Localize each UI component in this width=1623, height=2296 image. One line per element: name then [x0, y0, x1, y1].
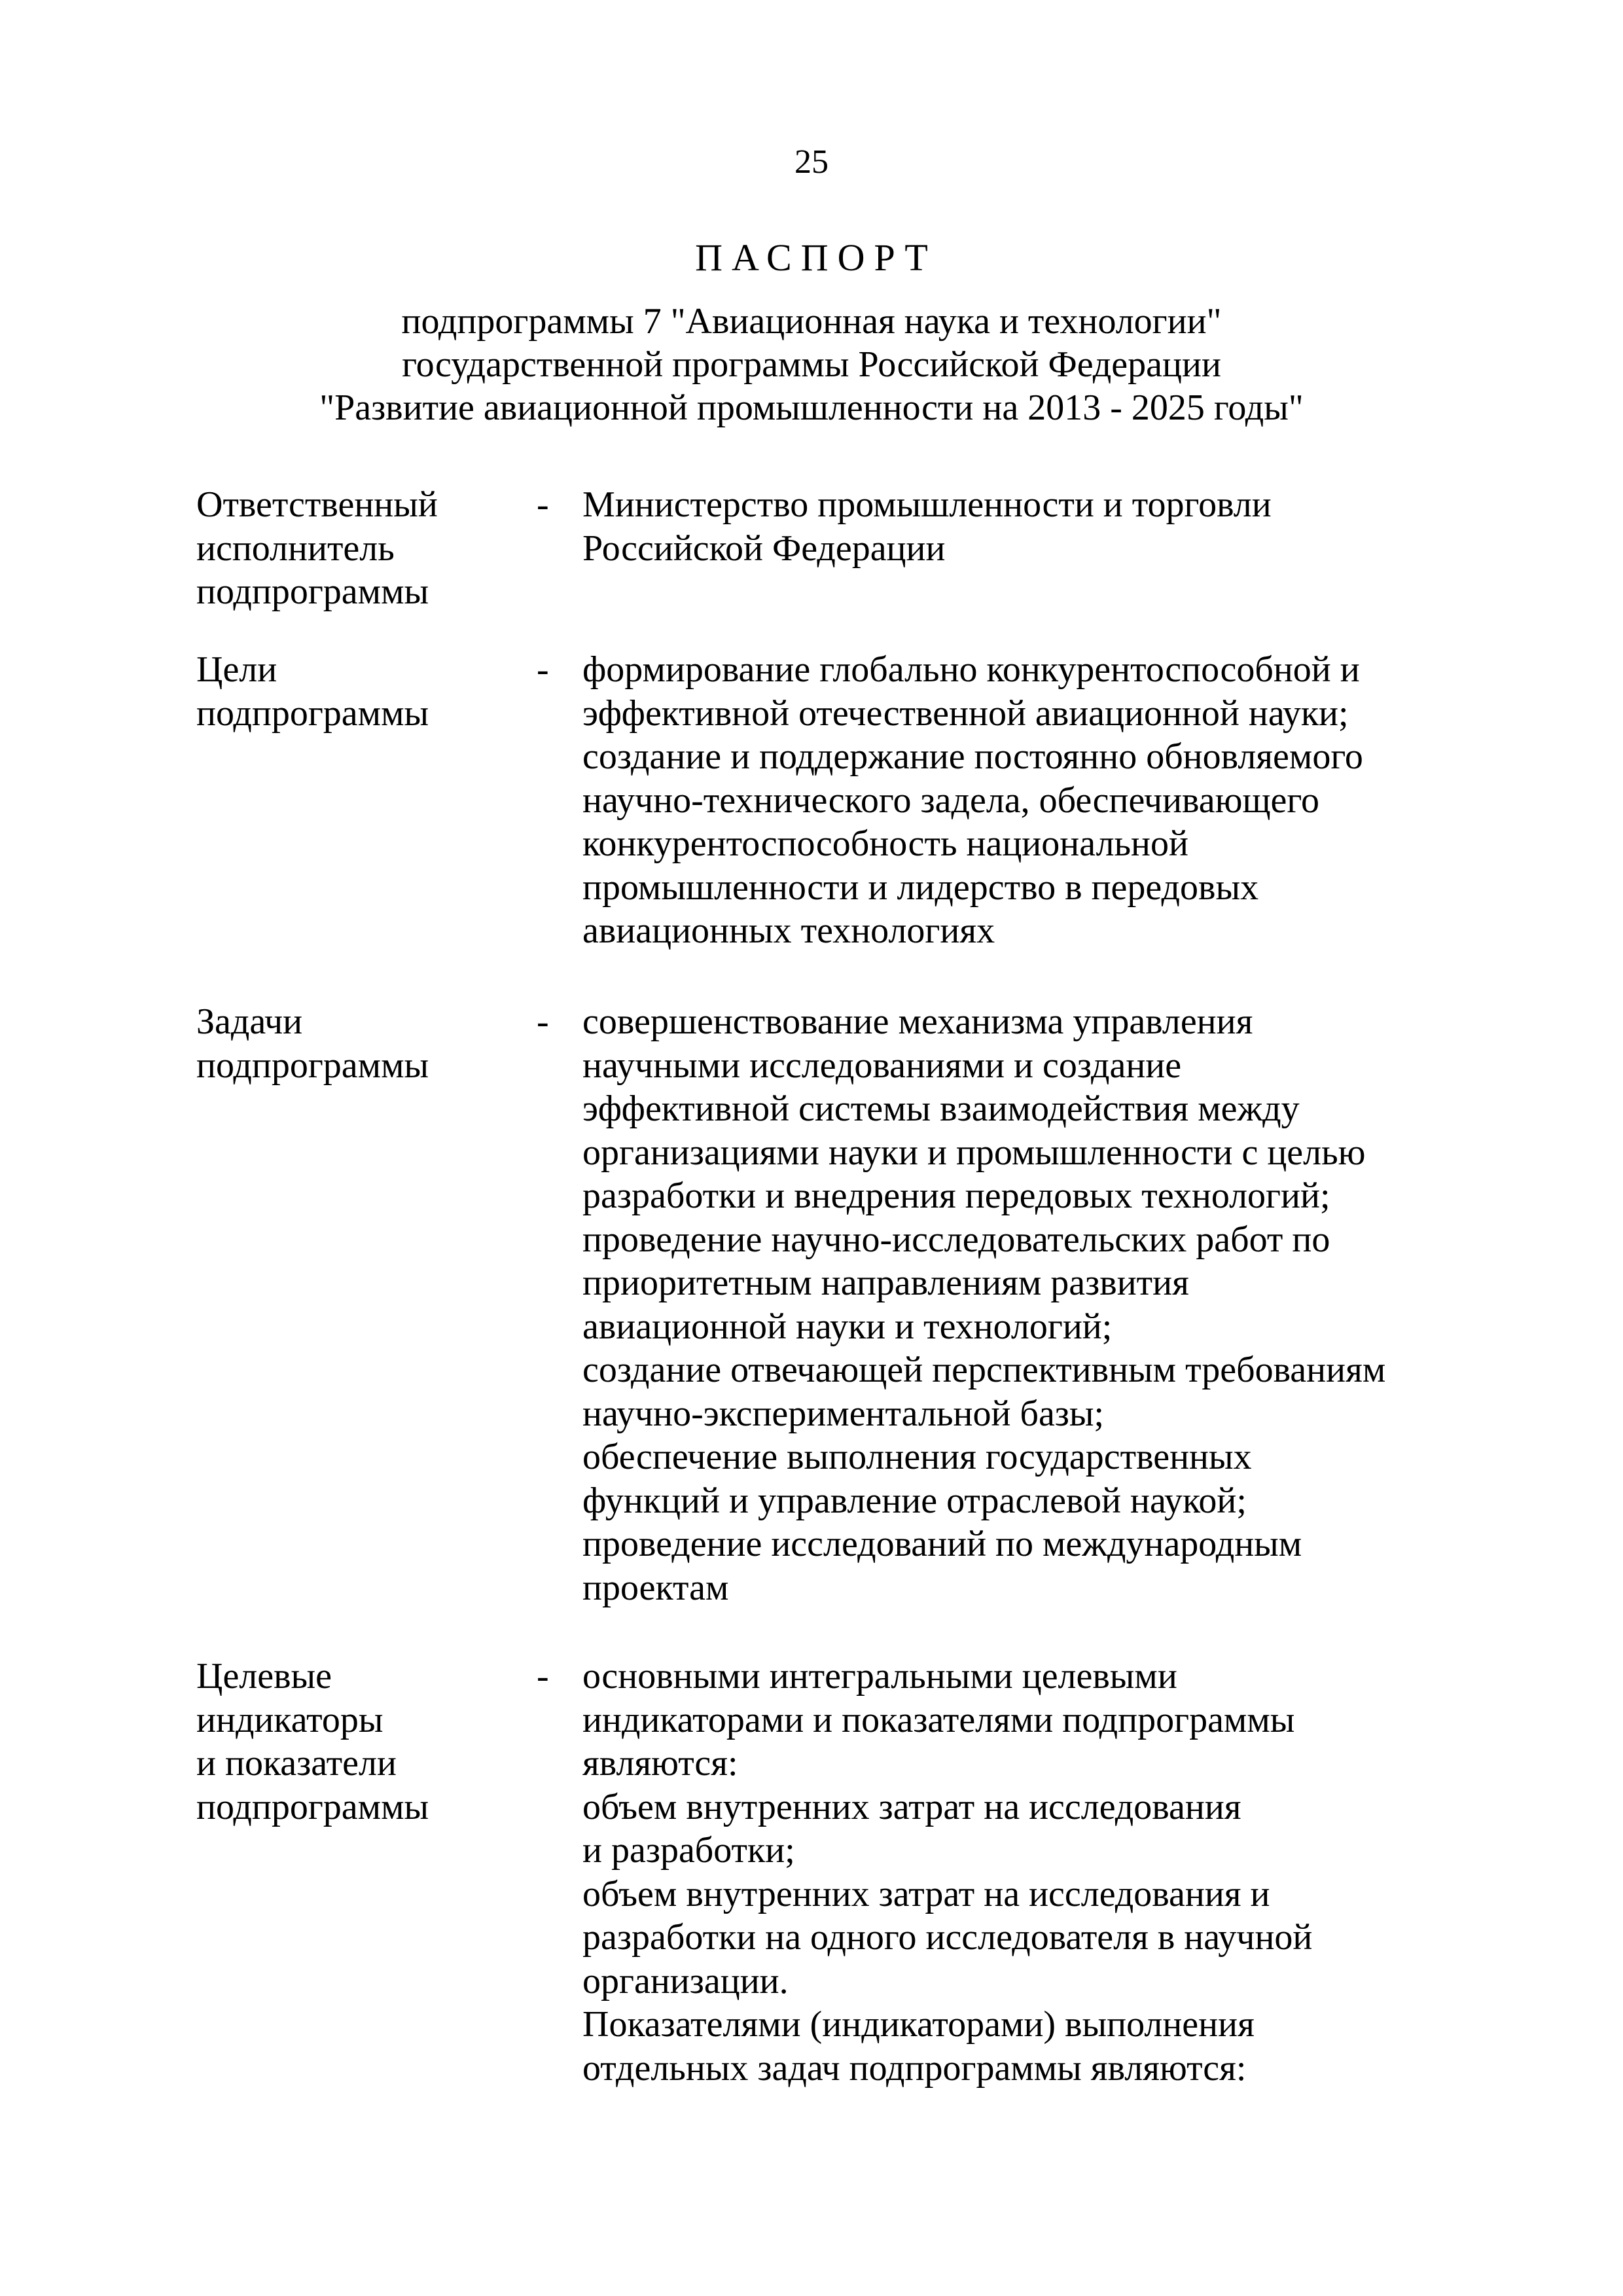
row-label-line: индикаторы	[196, 1699, 383, 1740]
row-content-line: эффективной системы взаимодействия между	[582, 1088, 1300, 1129]
row-content	[582, 1000, 1531, 1609]
row-content-line: проведение научно-исследовательских работ по	[582, 1219, 1330, 1260]
row-content-line: отдельных задач подпрограммы являются:	[582, 2047, 1247, 2089]
row-content	[582, 1655, 1531, 2090]
page-number: 25	[794, 143, 829, 181]
row-content-line: организациями науки и промышленности с целью	[582, 1132, 1366, 1173]
row-label-line: Целевые	[196, 1656, 332, 1696]
row-label	[196, 1655, 510, 1829]
row-content-line: разработки на одного исследователя в научной	[582, 1917, 1313, 1958]
row-content-line: являются:	[582, 1743, 738, 1784]
passport-row-responsible	[0, 483, 1623, 614]
row-dash: -	[537, 1656, 549, 1696]
row-label-line: Задачи	[196, 1001, 303, 1042]
row-content-line: научно-экспериментальной базы;	[582, 1393, 1105, 1434]
row-content-line: индикаторами и показателями подпрограммы	[582, 1699, 1295, 1740]
row-content-line: конкурентоспособность национальной	[582, 823, 1188, 864]
row-label-line: исполнитель	[196, 528, 395, 569]
row-label	[196, 483, 510, 614]
row-content-line: объем внутренних затрат на исследования и	[582, 1873, 1270, 1914]
row-label	[196, 1000, 510, 1087]
row-dash: -	[537, 484, 549, 525]
row-label-line: и показатели	[196, 1743, 397, 1784]
subtitle-line: государственной программы Российской Федерации	[402, 344, 1221, 385]
row-content-line: Министерство промышленности и торговли	[582, 484, 1272, 525]
document-title: ПАСПОРТ	[695, 236, 937, 279]
subtitle-line: подпрограммы 7 "Авиационная наука и технологии"	[401, 301, 1222, 342]
row-content-line: совершенствование механизма управления	[582, 1001, 1253, 1042]
row-content-line: авиационной науки и технологий;	[582, 1306, 1113, 1347]
row-content-line: авиационных технологиях	[582, 910, 995, 951]
row-label-line: подпрограммы	[196, 692, 429, 734]
row-content-line: научными исследованиями и создание	[582, 1045, 1182, 1086]
row-dash: -	[537, 649, 549, 690]
row-label-line: Цели	[196, 649, 277, 690]
row-content-line: и разработки;	[582, 1830, 795, 1871]
row-content-line: основными интегральными целевыми	[582, 1656, 1177, 1696]
row-content-line: научно-технического задела, обеспечивающего	[582, 780, 1319, 821]
row-content-line: создание и поддержание постоянно обновляемого	[582, 736, 1363, 777]
row-label-line: подпрограммы	[196, 1786, 429, 1827]
row-content-line: Российской Федерации	[582, 528, 946, 569]
row-content-line: создание отвечающей перспективным требованиям	[582, 1350, 1386, 1390]
passport-row-goals	[0, 648, 1623, 975]
passport-row-tasks	[0, 1000, 1623, 1655]
row-content-line: объем внутренних затрат на исследования	[582, 1786, 1241, 1827]
row-content-line: приоритетным направлениям развития	[582, 1263, 1189, 1303]
passport-table	[0, 483, 1623, 2090]
document-subtitle	[0, 300, 1623, 429]
row-content	[582, 648, 1531, 953]
subtitle-line: "Развитие авиационной промышленности на 2013 - 2025 годы"	[319, 387, 1304, 428]
row-content-line: формирование глобально конкурентоспособной и	[582, 649, 1360, 690]
row-content-line: обеспечение выполнения государственных	[582, 1437, 1252, 1477]
row-label-line: Ответственный	[196, 484, 438, 525]
row-content-line: проведение исследований по международным	[582, 1524, 1302, 1564]
row-content-line: промышленности и лидерство в передовых	[582, 867, 1259, 908]
row-content-line: разработки и внедрения передовых технологий;	[582, 1175, 1330, 1216]
passport-row-indicators	[0, 1655, 1623, 2090]
row-content-line: эффективной отечественной авиационной науки;	[582, 692, 1349, 734]
row-label	[196, 648, 510, 735]
row-content-line: функций и управление отраслевой наукой;	[582, 1480, 1247, 1521]
row-content-line: Показателями (индикаторами) выполнения	[582, 2004, 1255, 2045]
row-content	[582, 483, 1531, 570]
row-content-line: проектам	[582, 1567, 729, 1608]
row-label-line: подпрограммы	[196, 1045, 429, 1086]
row-label-line: подпрограммы	[196, 571, 429, 612]
row-dash: -	[537, 1001, 549, 1042]
row-content-line: организации.	[582, 1960, 789, 2001]
